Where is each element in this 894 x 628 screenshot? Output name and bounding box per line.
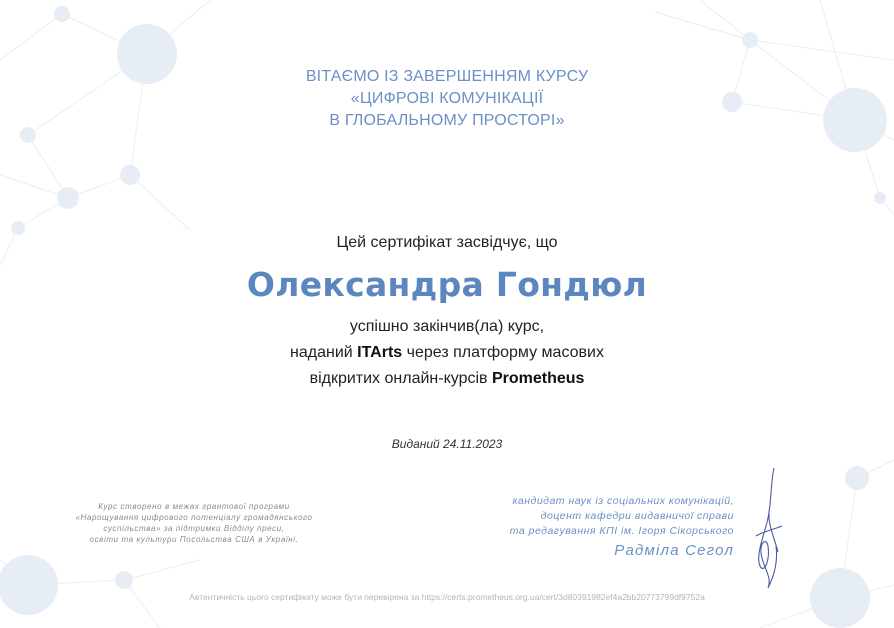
provider-name: ITArts	[357, 344, 403, 361]
course-title-line-3: В ГЛОБАЛЬНОМУ ПРОСТОРІ»	[329, 112, 565, 129]
platform-line	[0, 366, 894, 392]
recipient-name: Олександра Гондюл	[246, 265, 648, 304]
course-title-line-2: «ЦИФРОВІ КОМУНІКАЦІЇ	[350, 90, 544, 107]
grant-note-line: суспільства» за підтримки Відділу преси,	[103, 524, 285, 533]
signer-title-line: кандидат наук із соціальних комунікацій,	[512, 495, 734, 507]
grant-note-line: освіти та культури Посольства США в Україні.	[89, 535, 299, 544]
signer-title-line: доцент кафедри видавничої справи	[540, 510, 734, 522]
certifies-intro: Цей сертифікат засвідчує, що	[336, 234, 558, 251]
signer-title	[414, 494, 734, 539]
provider-line	[0, 340, 894, 366]
grant-note-line: Курс створено в межах грантової програми	[98, 502, 290, 511]
completion-line: успішно закінчив(ла) курс,	[349, 318, 545, 335]
course-title-line-1: ВІТАЄМО ІЗ ЗАВЕРШЕННЯМ КУРСУ	[305, 68, 589, 85]
handwritten-signature	[748, 466, 788, 591]
verification-note: Автентичність цього сертифікату може бути перевірена за https://certs.prometheus.org.ua/cert/3d80391982ef4a2bb20773799df9752a	[189, 592, 705, 602]
platform-line-prefix: відкритих онлайн-курсів	[309, 370, 492, 387]
platform-name: Prometheus	[491, 370, 585, 387]
issue-date: Виданий 24.11.2023	[391, 437, 503, 451]
signer-title-line: та редагування КПІ ім. Ігоря Сікорського	[509, 525, 734, 537]
provider-line-prefix: наданий	[290, 344, 358, 361]
signer-name: Радміла Сегол	[614, 542, 734, 559]
grant-note	[58, 501, 330, 545]
provider-line-suffix: через платформу масових	[402, 344, 604, 361]
grant-note-line: «Нарощування цифрового потенціалу громадянського	[75, 513, 313, 522]
